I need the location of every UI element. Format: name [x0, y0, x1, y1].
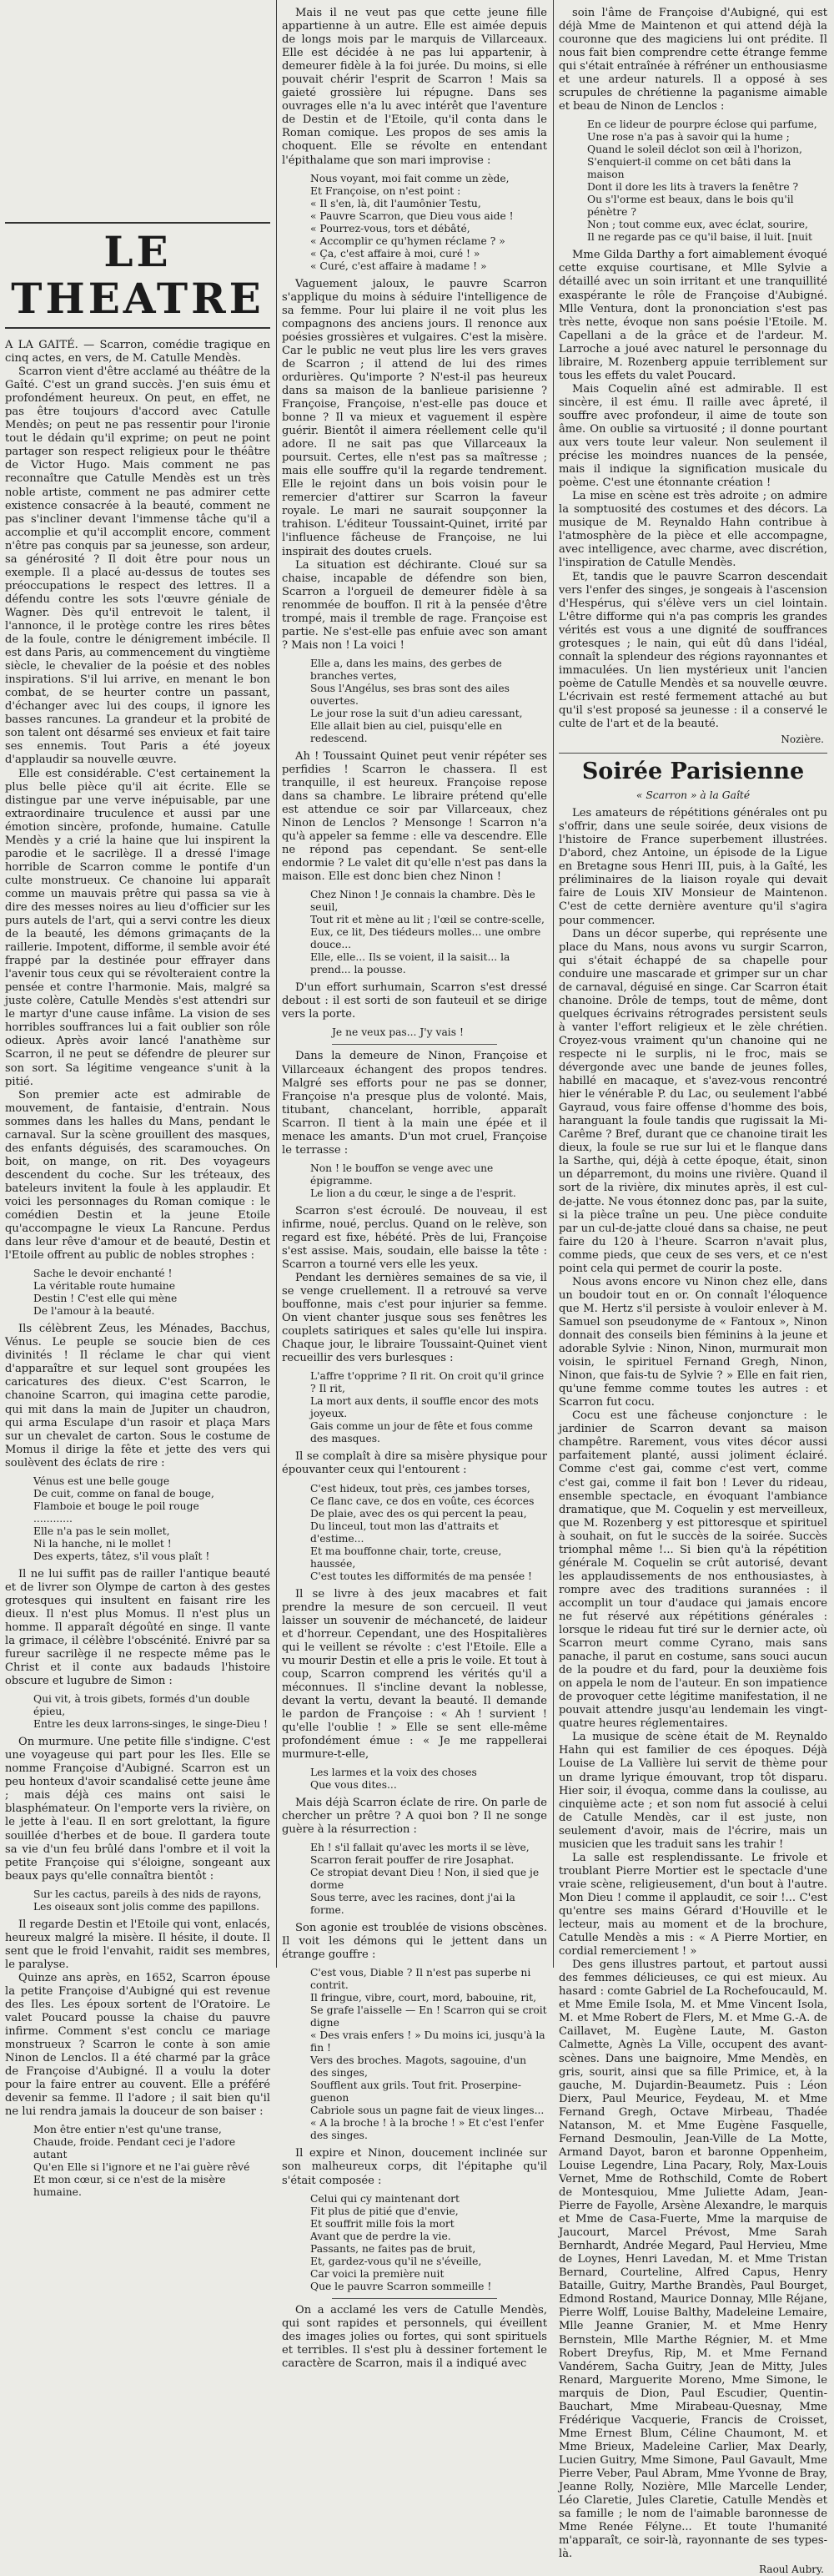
verse-line: Il ne regarde pas ce qu'il baise, il luit. [nuit — [587, 231, 812, 244]
paragraph: Ils célèbrent Zeus, les Ménades, Bacchus, Vénus. Le peuple se soucie bien de ces divinités ! Il réclame le char qui vient d'apparaître et sur lequel sont groupées les caricatures des dieux. C'est Scarron, le chanoine Scarron, qui imagina cette parodie, qui mit dans la main de Jupiter un chaudron, qui arma Esculape d'un rasoir et plaça Mars sur un chevalet de carton. Sous le costume de Momus il dirige la fête et jette des vers qui soulèvent des éclats de rire : — [5, 1323, 270, 1469]
verse-line: « Pourrez-vous, tors et débâté, — [310, 222, 470, 234]
verse-line: De l'amour à la beauté. — [33, 1305, 155, 1318]
paragraph: La situation est déchirante. Cloué sur sa chaise, incapable de défendre son bien, Scarron a l'orgueil de demeurer fidèle à sa renommée de bouffon. Il rit à la pensée d'être trompé, mais il tremble de rage. Françoise est partie. Ne s'est-elle pas enfuie avec son amant ? Mais non ! La voici ! — [282, 558, 547, 652]
paragraph: Ah ! Toussaint Quinet peut venir répéter ses perfidies ! Scarron le chassera. Il est tranquille, il est heureux. Françoise repose dans sa chambre. Le libraire prétend qu'elle est attendue ce soir par Villarceaux, chez Ninon de Lenclos ? Mensonge ! Scarron n'a qu'à appeler sa femme : elle va descendre. Elle ne répond pas cependant. Se sent-elle endormie ? Le valet dit qu'elle n'est pas dans la maison. Elle est donc bien chez Ninon ! — [282, 749, 547, 884]
paragraph: La musique de scène était de M. Reynaldo Hahn qui est familier de ces époques. Déjà Louise de La Vallière lui servit de thème pour un drame lyrique émouvant, trop tôt disparu. Hier soir, il évoqua, comme dans la coulisse, au cinquième acte ; et son nom fut associé à celui de Catulle Mendès, car il est juste, non seulement d'avoir, mais de l'écrire, mais un musicien que les traduit sans les trahir ! — [559, 1731, 827, 1851]
verse-line: « Des vrais enfers ! » Du moins ici, jusqu'à la fin ! — [310, 2029, 545, 2054]
paragraph: Vaguement jaloux, le pauvre Scarron s'applique du moins à séduire l'intelligence de sa femme. Pour lui plaire il ne voit plus les compagnons des anciens jours. Il renonce aux poésies grossières et vulgaires. C'est la misère. Car le public ne veut plus lire les vers graves de Scarron ; il attend de lui des rimes ordurières. Qu'importe ? N'est-il pas heureux dans sa maison de la banlieue parisienne ? Françoise, Françoise, n'est-elle pas douce et bonne ? Il va mieux et vaguement il espère guérir. Bientôt il aimera réellement celle qu'il adore. Il ne sait pas que Villarceaux la poursuit. Certes, elle n'est pas sa maîtresse ; mais elle souffre qu'il la regarde tendrement. Elle le rejoint dans un bois voisin pour le remercier d'attirer sur Scarron la faveur royale. Le mari ne saurait soupçonner la trahison. L'éditeur Toussaint-Quinet, irrité par l'influence fâcheuse de Françoise, ne lui inspirait des doutes cruels. — [282, 277, 547, 558]
paragraph: Cocu est une fâcheuse conjoncture : le jardinier de Scarron devant sa maison champêtre. Rarement, vous vites décor aussi parfaitement planté, aussi joliment éclairé. Comme c'est gai, comme c'est vert, comme c'est gai, comme il fait bon ! Lever du rideau, ensemble spectacle, en évoquant l'ambiance dramatique, que M. Coquelin y est merveilleux, que M. Rozenberg y est pittoresque et spirituel à souhait, on fut le succès de la soirée. Succès triomphal même !... Si bien qu'à la répétition générale M. Coquelin se crût autorisé, devant les applaudissements de nos enthousiastes, à rompre avec des traditions surannées : il accomplit un tour d'audace qui jamais encore ne fut réservé aux répétitions générales : lorsque le rideau fut tiré sur le dernier acte, où Scarron meurt comme Cyrano, mais sans panache, il parut en costume, sans souci aucun de la poudre et du fard, pour la deuxième fois on appela le nom de l'auteur. En son impatience de provoquer cette légitime manifestation, il ne pouvait attendre jusqu'au lendemain les vingt-quatre heures réglementaires. — [559, 1409, 827, 1731]
blank-header-space — [5, 7, 270, 214]
verse-line: Elle a, dans les mains, des gerbes de branches vertes, — [310, 657, 502, 682]
verse-line: Sous l'Angélus, ses bras sont des ailes ouvertes. — [310, 682, 510, 707]
paragraph: Les amateurs de répétitions générales ont pu s'offrir, dans une seule soirée, deux visions de l'histoire de France superbement illustrées. D'abord, chez Antoine, un épisode de la Ligue en Bretagne sous Henri III, puis, à la Gaîté, les préliminaires de la liaison royale qui devait faire de Louis XIV Monsieur de Maintenon. C'est de cette dernière aventure qu'il s'agira pour commencer. — [559, 807, 827, 927]
verse-line: Du linceul, tout mon las d'attraits et d'estime... — [310, 1520, 499, 1545]
verse-line: Et mon cœur, si ce n'est de la misère humaine. — [33, 2174, 226, 2199]
verse-line: Entre les deux larrons-singes, le singe-Dieu ! — [33, 1718, 268, 1731]
verse-line: Elle n'a pas le sein mollet, — [33, 1525, 170, 1537]
verse-line: Qu'en Elle si l'ignore et ne l'ai guère rêvé — [33, 2161, 250, 2174]
section-title-soiree: Soirée Parisienne — [559, 753, 827, 785]
paragraph: Son premier acte est admirable de mouvement, de fantaisie, d'entrain. Nous sommes dans les halles du Mans, pendant le carnaval. Sur la scène grouillent des masques, des enfants déguisés, des scaramouches. On boit, on mange, on rit. Des voyageurs descendent du coche. Sur les tréteaux, des bateleurs invitent la foule à les applaudir. Et voici les personnages du Roman comique : le comédien Destin et la jeune Etoile qu'accompagne le vieux La Rancune. Perdus dans leur rêve d'amour et de beauté, Destin et l'Etoile offrent au public de nobles strophes : — [5, 1088, 270, 1263]
paragraph: La mise en scène est très adroite ; on admire la somptuosité des costumes et des décors. La musique de M. Reynaldo Hahn contribue à l'atmosphère de la pièce et elle accompagne, avec intelligence, avec charme, avec discrétion, l'inspiration de Catulle Mendès. — [559, 490, 827, 570]
verse-line: Car voici la première nuit — [310, 2267, 445, 2280]
verse-line: Elle, elle... Ils se voient, il la saisit... la prend... la pousse. — [310, 951, 510, 976]
verse-line: Eux, ce lit, Des tiédeurs molles... une ombre douce... — [310, 926, 541, 951]
verse-line: Soufflent aux grils. Tout frit. Proserpine-guenon — [310, 2079, 522, 2105]
verse-quote — [282, 658, 547, 745]
verse-line: Chaude, froide. Pendant ceci je l'adore autant — [33, 2136, 236, 2161]
verse-line: Non ! le bouffon se venge avec une épigramme. — [310, 1162, 494, 1187]
verse-line: « Accomplir ce qu'hymen réclame ? » — [310, 234, 505, 247]
verse-line: Cabriole sous un pagne fait de vieux linges... — [310, 2105, 545, 2117]
verse-line: Il fringue, vibre, court, mord, babouine, rit, — [310, 1992, 537, 2004]
verse-line: Les larmes et la voix des choses — [310, 1767, 477, 1779]
verse-line: Le jour rose la suit d'un adieu caressant, — [310, 707, 523, 719]
paragraph: On a acclamé les vers de Catulle Mendès, qui sont rapides et personnels, qui éveillent des images jolies ou fortes, qui sont spirituels et terribles. Il s'est plu à dessiner fortement le caractère de Scarron, mais il a indiqué avec — [282, 2303, 547, 2370]
verse-line: Mon être entier n'est qu'une transe, — [33, 2124, 222, 2136]
paragraph: Et, tandis que le pauvre Scarron descendait vers l'enfer des singes, je songeais à l'ascension d'Hespérus, qui s'élève vers un ciel lointain. L'être difforme qui n'a pas compris les grandes vérités est vous a une dignité de souffrances grotesques ; le nain, qui eût dû dans l'idéal, connaît la splendeur des régions rayonnantes et immaculées. Un lien mystérieux unit l'ancien poème de Catulle Mendès et sa nouvelle œuvre. L'écrivain est resté fermement attaché au but qu'il s'est proposé sa jeunesse : il a conservé le culte de l'art et de la beauté. — [559, 570, 827, 731]
column-rule — [276, 0, 277, 1968]
verse-line: Gais comme un jour de fête et fous comme des masques. — [310, 1420, 533, 1445]
verse-quote — [559, 118, 827, 244]
verse-quote — [282, 1842, 547, 1917]
article-kicker: « Scarron » à la Gaîté — [636, 789, 751, 802]
verse-line: Je ne veux pas... J'y vais ! — [332, 1026, 464, 1039]
verse-line: Et souffrit mille fois la mort — [310, 2217, 455, 2230]
verse-line: « Curé, c'est affaire à madame ! » — [310, 260, 487, 272]
verse-line: Que le pauvre Scarron sommeille ! — [310, 2280, 492, 2292]
verse-line: Vers des broches. Magots, sagouine, d'un des singes, — [310, 2054, 527, 2079]
verse-line: « Il s'en, là, dit l'aumônier Testu, — [310, 197, 481, 209]
author-signature: Nozière. — [781, 733, 824, 746]
paragraph: Il ne lui suffit pas de railler l'antique beauté et de livrer son Olympe de carton à des gestes grotesques qui insultent en faisant rire les dieux. Il n'est plus Momus. Il n'est plus un homme. Il apparaît dégoûté en singe. Il vante la grimace, il célèbre l'obscénité. Enivré par sa fureur sacrilège il ne respecte même pas le Christ et il conte aux badauds l'histoire obscure et lugubre de Simon : — [5, 1567, 270, 1688]
paragraph: Elle est considérable. C'est certainement la plus belle pièce qu'il ait écrite. Elle se distingue par une verve inépuisable, par une extraordinaire truculence et aussi par une émotion sincère, profonde, humaine. Catulle Mendès y a crié la haine que lui inspirent la parodie et le sacrilège. Il a dressé l'image horrible de Scarron comme le pontife d'un culte monstrueux. Ce chanoine lui apparaît comme un mauvais prêtre qui passa sa vie à dire des messes noires au lieu d'officier sur les purs autels de l'art, qui a servi contre les dieux de la beauté, les démons grimaçants de la raillerie. Impotent, difforme, il semble avoir été frappé par la destinée pour effrayer dans l'avenir tous ceux qui se révolteraient contre la pensée et contre l'harmonie. Mais, malgré sa juste colère, Catulle Mendès s'est attendri sur le martyr d'une cause infâme. La vision de ses horribles souffrances lui a fait oublier son rôle odieux. Après avoir lancé l'anathème sur Scarron, il ne peut se défendre de pleurer sur son sort. Sa légitime vengeance s'unit à la pitié. — [5, 767, 270, 1088]
verse-line: Elle allait bien au ciel, puisqu'elle en redescend. — [310, 719, 502, 744]
verse-quote — [282, 889, 547, 976]
verse-line: Chez Ninon ! Je connais la chambre. Dès le seuil, — [310, 889, 535, 914]
verse-line: Une rose n'a pas à savoir qui la hume ; — [587, 131, 790, 144]
verse-line: Qui vit, à trois gibets, formés d'un double épieu, — [33, 1693, 250, 1718]
verse-line: Avant que de perdre la vie. — [310, 2230, 451, 2242]
verse-line: Sur les cactus, pareils à des nids de rayons, — [33, 1888, 262, 1900]
column-2 — [282, 7, 547, 2370]
paragraph: Il expire et Ninon, doucement inclinée sur son malheureux corps, dit l'épitaphe qu'il s'était composée : — [282, 2147, 547, 2187]
verse-line: C'est vous, Diable ? Il n'est pas superbe ni contrit. — [310, 1967, 531, 1992]
verse-line: De cuit, comme on fanal de bouge, — [33, 1487, 214, 1500]
verse-line: « Ça, c'est affaire à moi, curé ! » — [310, 247, 480, 260]
verse-line: Vénus est une belle gouge — [33, 1475, 170, 1487]
verse-line: Flamboie et bouge le poil rouge — [33, 1500, 199, 1512]
verse-line: En ce lideur de pourpre éclose qui parfume, — [587, 118, 817, 131]
verse-line: C'est toutes les difformités de ma pensée ! — [310, 1570, 532, 1582]
divider — [332, 2298, 497, 2299]
paragraph: Mme Gilda Darthy a fort aimablement évoqué cette exquise courtisane, et Mlle Sylvie a détaillé avec un soin irritant et une tranquillité exaspérante le rôle de Françoise d'Aubigné. Mlle Ventura, dont la prononciation s'est pas très nette, évoque non sans poésie l'Etoile. M. Capellani a de la grâce et de l'ardeur. M. Larroche a joué avec naturel le personnage du libraire, M. Rozenberg appuie terriblement sur tous les effets du valet Poucard. — [559, 249, 827, 382]
verse-line: Celui qui cy maintenant dort — [310, 2192, 460, 2205]
verse-line: « A la broche ! à la broche ! » Et c'est l'enfer des singes. — [310, 2117, 544, 2142]
paragraph: Pendant les dernières semaines de sa vie, il se venge cruellement. Il a retrouvé sa verve bouffonne, mais c'est pour injurier sa femme. On vient chanter jusque sous ses fenêtres les couplets satiriques et sales qu'elle lui inspira. Chaque jour, le libraire Toussaint-Quinet vient recueillir des vers burlesques : — [282, 1272, 547, 1365]
paragraph: D'un effort surhumain, Scarron s'est dressé debout : il est sorti de son fauteuil et se dirige vers la porte. — [282, 981, 547, 1021]
verse-line: Se grafe l'aisselle — En ! Scarron qui se croit digne — [310, 2004, 547, 2029]
verse-line: La véritable route humaine — [33, 1280, 175, 1293]
verse-line: Fit plus de pitié que d'envie, — [310, 2205, 459, 2217]
paragraph: Dans la demeure de Ninon, Françoise et Villarceaux échangent des propos tendres. Malgré ses efforts pour ne pas se donner, Françoise n'a presque plus de volonté. Mais, titubant, chancelant, horrible, apparaît Scarron. Il tient à la main une épée et il menace les amants. D'un mot cruel, Françoise le terrasse : — [282, 1050, 547, 1157]
verse-line: Eh ! s'il fallait qu'avec les morts il se lève, — [310, 1842, 530, 1854]
verse-quote — [282, 2193, 547, 2293]
paragraph: Quinze ans après, en 1652, Scarron épouse la petite Françoise d'Aubigné qui est revenue des Iles. Les époux sortent de l'Oratoire. Le valet Poucard pousse la chaise du pauvre infirme. Comment s'est conclu ce mariage monstrueux ? Scarron le conte à son amie Ninon de Lenclos. Il a été charmé par la grâce de Françoise d'Aubigné. Il a voulu la doter pour la faire entrer au couvent. Elle a préféré devenir sa femme. Il l'adore ; il sait bien qu'il ne lui rendra jamais la douceur de son baiser : — [5, 1971, 270, 2119]
verse-line: Non ; tout comme eux, avec éclat, sourire, — [587, 219, 808, 231]
verse-line: Sache le devoir enchanté ! — [33, 1268, 173, 1280]
verse-quote — [5, 1693, 270, 1731]
verse-line: « Pauvre Scarron, que Dieu vous aide ! — [310, 209, 514, 222]
verse-line: Dont il dore les lits à travers la fenêtre ? — [587, 181, 799, 194]
verse-line: Nous voyant, moi fait comme un zède, — [310, 172, 510, 184]
verse-quote — [5, 1475, 270, 1563]
column-3 — [559, 7, 827, 2576]
paragraph: soin l'âme de Françoise d'Aubigné, qui est déjà Mme de Maintenon et qui attend déjà la couronne que des magiciens lui ont prédite. Il nous fait bien comprendre cette étrange femme qui s'était entraînée à réfréner un enthousiasme et une ardeur naturels. Il a opposé à ses scrupules de chrétienne la paganisme aimable et beau de Ninon de Lenclos : — [559, 7, 827, 113]
verse-line: Des experts, tâtez, s'il vous plaît ! — [33, 1550, 210, 1562]
verse-line: Sous terre, avec les racines, dont j'ai la forme. — [310, 1892, 515, 1917]
verse-line: Scarron ferait pouffer de rire Josaphat. — [310, 1854, 515, 1867]
paragraph: Mais déjà Scarron éclate de rire. On parle de chercher un prêtre ? A quoi bon ? Il ne songe guère à la résurrection : — [282, 1797, 547, 1837]
verse-line: Ni la hanche, ni le mollet ! — [33, 1537, 172, 1550]
column-rule — [553, 0, 554, 1968]
section-title: LE THEATRE — [5, 222, 270, 329]
verse-line: Ce stropiat devant Dieu ! Non, il sied que je dorme — [310, 1867, 540, 1892]
verse-quote — [282, 1370, 547, 1445]
verse-quote — [282, 1767, 547, 1792]
verse-line: Ce flanc cave, ce dos en voûte, ces écorces — [310, 1495, 535, 1507]
author-signature: Raoul Aubry. — [759, 2563, 824, 2576]
verse-line: L'affre t'opprime ? Il rit. On croit qu'il grince ? Il rit, — [310, 1370, 545, 1395]
paragraph: Scarron s'est écroulé. De nouveau, il est infirme, noué, perclus. Quand on le relève, son regard est fixe, hébété. Près de lui, Françoise s'est assise. Mais, soudain, elle baisse la tête : Scarron a tourné vers elle les yeux. — [282, 1204, 547, 1272]
verse-quote — [282, 1026, 547, 1039]
paragraph: Il se livre à des jeux macabres et fait prendre la mesure de son cercueil. Il veut laisser un souvenir de méchanceté, de laideur et d'horreur. Cependant, une des Hospitalières qui le veillent se révolte : c'est l'Etoile. Elle a vu mourir Destin et elle a pris le voile. Et tout à coup, Scarron comprend les vérités qu'il a méconnues. Il s'incline devant la noblesse, devant la vertu, devant la beauté. Il demande le pardon de Françoise : « Ah ! survient ! qu'elle l'oublie ! » Elle se sent elle-même profondément émue : « Je me rappellerai murmure-t-elle, — [282, 1587, 547, 1762]
verse-line: Quand le soleil déclot son œil à l'horizon, — [587, 144, 802, 156]
verse-line: Et Françoise, on n'est point : — [310, 184, 461, 197]
verse-quote — [5, 1268, 270, 1318]
paragraph: Nous avons encore vu Ninon chez elle, dans un boudoir tout en or. On connaît l'éloquence que M. Hertz s'il persiste à vouloir enlever à M. Samuel son pseudonyme de « Fantoux », Ninon donnait des conseils bien féminins à la jeune et adorable Sylvie : Ninon, Ninon, murmurait mon voisin, le spirituel Fernand Gregh, Ninon, Ninon, que fais-tu de Sylvie ? » Elle en fait rien, qu'une femme comme toutes les autres : et Scarron fut cocu. — [559, 1275, 827, 1409]
verse-line: Et, gardez-vous qu'il ne s'éveille, — [310, 2255, 482, 2267]
article-header: A LA GAITÉ. — Scarron, comédie tragique en cinq actes, en vers, de M. Catulle Mendès. — [5, 339, 270, 365]
verse-line: Tout rit et mène au lit ; l'œil se contre-scelle, — [310, 914, 545, 926]
paragraph: Il regarde Destin et l'Etoile qui vont, enlacés, heureux malgré la misère. Il hésite, il doute. Il sent que le froid l'envahit, raidit ses membres, le paralyse. — [5, 1918, 270, 1971]
paragraph: Dans un décor superbe, qui représente une place du Mans, nous avons vu surgir Scarron, qui s'était échappé de sa chapelle pour conduire une mascarade et grimper sur un char de carnaval, déguisé en singe. Car Scarron était chanoine. Drôle de temps, tout de même, dont quelques écrivains rétrogrades persistent seuls à vanter l'effort religieux et le zèle chrétien. Croyez-vous vraiment qu'un chanoine qui ne respecte ni le surplis, ni le froc, mais se dévergonde avec une bande de jeunes folles, habillé en macaque, et s'avez-vous rencontré hier le vénérable P. du Lac, ou seulement l'abbé Gayraud, vous faire offense d'homme des bois, haranguant la foule tandis que rugissait la Mi-Carême ? Bref, durant que ce chanoine tirait les dieux, la foule se rue sur lui et le flanque dans la Sarthe, qui, déjà à cette époque, était, sinon un déparremont, du moins une rivière. Quand il sort de la rivière, dix minutes après, il est cul-de-jatte. Ne vous étonnez donc pas, par la suite, si la pièce traîne un peu. Une pièce conduite par un cul-de-jatte cloué dans sa chaise, ne peut faire du 120 à l'heure. Scarron n'avait plus, comme pieds, que ceux de ses vers, et ce n'est point cela qui permet de courir la poste. — [559, 927, 827, 1275]
column-1 — [5, 7, 270, 2199]
verse-line: S'enquiert-il comme on cet bâti dans la maison — [587, 156, 791, 181]
verse-line: De plaie, avec des os qui percent la peau, — [310, 1507, 527, 1520]
paragraph: Son agonie est troublée de visions obscènes. Il voit les démons qui le jettent dans un étrange gouffre : — [282, 1922, 547, 1962]
verse-line: Les oiseaux sont jolis comme des papillons. — [33, 1900, 260, 1913]
verse-line: C'est hideux, tout près, ces jambes torses, — [310, 1482, 530, 1495]
divider — [332, 1044, 497, 1045]
verse-line: ............ — [33, 1512, 73, 1525]
verse-line: Passants, ne faites pas de bruit, — [310, 2242, 476, 2255]
verse-quote — [282, 173, 547, 273]
verse-line: La mort aux dents, il souffle encor des mots joyeux. — [310, 1395, 539, 1420]
verse-quote — [282, 1483, 547, 1583]
paragraph: Mais il ne veut pas que cette jeune fille appartienne à un autre. Elle est aimée depuis de longs mois par le marquis de Villarceaux. Elle est décidée à ne pas lui appartenir, à demeurer fidèle à la foi jurée. Du moins, si elle pouvait chérir l'esprit de Scarron ! Mais sa gaieté grossière lui répugne. Dans ses ouvrages elle n'a lu avec intérêt que l'aventure de Destin et de l'Etoile, qu'il conta dans le Roman comique. Les propos de ses amis la choquent. Elle se révolte en entendant l'épithalame que son mari improvise : — [282, 7, 547, 167]
verse-line: Destin ! C'est elle qui mène — [33, 1293, 178, 1305]
verse-line: Que vous dites... — [310, 1779, 397, 1792]
verse-line: Le lion a du cœur, le singe a de l'esprit. — [310, 1187, 516, 1199]
paragraph: La salle est resplendissante. Le frivole et troublant Pierre Mortier est le spectacle d'une vraie scène, religieusement, d'un bout à l'autre. Mon Dieu ! comme il applaudit, ce soir !... C'est qu'entre ses mains Gérard d'Houville et le lecteur, mais au moment et de la brochure, Catulle Mendès a mis : « A Pierre Mortier, en cordial remerciement ! » — [559, 1851, 827, 1958]
paragraph: Scarron vient d'être acclamé au théâtre de la Gaîté. C'est un grand succès. J'en suis ému et profondément heureux. On peut, en effet, ne pas être toujours d'accord avec Catulle Mendès; on peut ne pas ressentir pour l'ironie tout le dédain qu'il exprime; on peut ne point partager son respect religieux pour le théâtre de Victor Hugo. Mais comment ne pas reconnaître que Catulle Mendès est un très noble artiste, comment ne pas admirer cette existence consacrée à la beauté, comment ne pas s'incliner devant l'immense tâche qu'il a accomplie et qu'il accomplit encore, comment n'être pas conquis par sa jeunesse, son ardeur, sa générosité ? Il doit être pour nous un exemple. Il a placé au-dessus de toutes ses préoccupations le respect des lettres. Il a défendu contre les sots l'œuvre géniale de Wagner. Dès qu'il entrevoit le talent, il l'annonce, il le protège contre les rires bêtes de la foule, contre le dénigrement imbécile. Il est dans Paris, au commencement du vingtième siècle, le chevalier de la poésie et des nobles inspirations. S'il lui arrive, en menant le bon combat, de se heurter contre un passant, d'échanger avec lui des coups, il ignore les basses rancunes. La grandeur et la probité de son talent ont désarmé ses envieux et fait taire ses ennemis. Tout Paris a été joyeux d'applaudir sa nouvelle œuvre. — [5, 365, 270, 767]
verse-line: Et ma bouffonne chair, torte, creuse, haussée, — [310, 1545, 502, 1570]
verse-quote — [282, 1967, 547, 2142]
verse-quote — [5, 2124, 270, 2199]
paragraph: Il se complaît à dire sa misère physique pour épouvanter ceux qui l'entourent : — [282, 1450, 547, 1477]
paragraph: Des gens illustres partout, et partout aussi des femmes délicieuses, ce qui est mieux. Au hasard : comte Gabriel de La Rochefoucauld, M. et Mme Emile Isola, M. et Mme Vincent Isola, M. et Mme Robert de Flers, M. et Mme G.-A. de Caillavet, M. Eugène Laute, M. Gaston Calmette, Agnès La Ville, occupent des avant-scènes. Dans une baignoire, Mme Mendès, en gris, sourit, ainsi que sa fille Primice, et, à la gauche, M. Dujardin-Beaumetz. Puis : Léon Dierx, Paul Meurice, Feydeau, M. et Mme Fernand Gregh, Octave Mirbeau, Thadée Natanson, M. et Mme Eugène Fasquelle, Fernand Desmoulin, Jean-Ville de La Motte, Armand Dayot, baron et baronne Oppenheim, Louise Legendre, Lina Pacary, Roly, Max-Louis Vernet, Mme de Rothschild, Comte de Robert de Montesquiou, Mme Juliette Adam, Jean-Pierre de Fayolle, Arsène Alexandre, le marquis et Mme de Casa-Fuerte, Mme la marquise de Jaucourt, Marcel Prévost, Mme Sarah Bernhardt, Andrée Megard, Paul Hervieu, Mme de Loynes, Henri Lavedan, M. et Mme Tristan Bernard, Courteline, Alfred Capus, Henry Bataille, Guitry, Marthe Brandès, Paul Bourget, Edmond Rostand, Maurice Donnay, Mlle Réjane, Pierre Wolff, Louise Balthy, Madeleine Lemaire, Mlle Jeanne Granier, M. et Mme Henry Bernstein, Mlle Marthe Régnier, M. et Mme Robert Dreyfus, Rip, M. et Mme Fernand Vandérem, Sacha Guitry, Jean de Mitty, Jules Renard, Marguerite Moreno, Mme Simone, le marquis de Dion, Paul Escudier, Quentin-Bauchart, Mme Mirabeau-Quesnay, Mme Frédérique Vacquerie, Francis de Croisset, Mme Ernest Blum, Céline Chaumont, M. et Mme Brieux, Madeleine Carlier, Max Dearly, Lucien Guitry, Mme Simone, Paul Gavault, Mme Pierre Veber, Paul Abram, Mme Yvonne de Bray, Jeanne Rolly, Nozière, Mlle Marcelle Lender, Léo Claretie, Jules Claretie, Catulle Mendès et sa famille ; le nom de l'aimable baronnesse de Mme Renée Félyne... Et toute l'humanité m'apparaît, ce soir-là, rayonnante de ses types-là. — [559, 1958, 827, 2561]
verse-quote — [282, 1162, 547, 1200]
paragraph: On murmure. Une petite fille s'indigne. C'est une voyageuse qui part pour les Iles. Elle se nomme Françoise d'Aubigné. Scarron est un peu honteux d'avoir scandalisé cette jeune âme ; mais déjà ces mains ont saisi le blasphémateur. On l'emporte vers la rivière, on le jette à l'eau. Il en sort grelottant, la figure souillée d'herbes et de boue. Il gardera toute sa vie d'un feu brûlé dans l'ombre et il voit la petite Françoise qui s'éloigne, songeant aux beaux pays qu'elle connaîtra bientôt : — [5, 1736, 270, 1883]
verse-quote — [5, 1888, 270, 1913]
paragraph: Mais Coquelin aîné est admirable. Il est sincère, il est ému. Il raille avec âpreté, il souffre avec profondeur, il aime de toute son âme. On oublie sa virtuosité ; il donne pourtant aux vers toute leur valeur. Non seulement il précise les moindres nuances de la pensée, mais il indique la signification musicale du poème. C'est une étonnante création ! — [559, 382, 827, 490]
verse-line: Ou s'l'orme est beaux, dans le bois qu'il pénètre ? — [587, 194, 794, 219]
